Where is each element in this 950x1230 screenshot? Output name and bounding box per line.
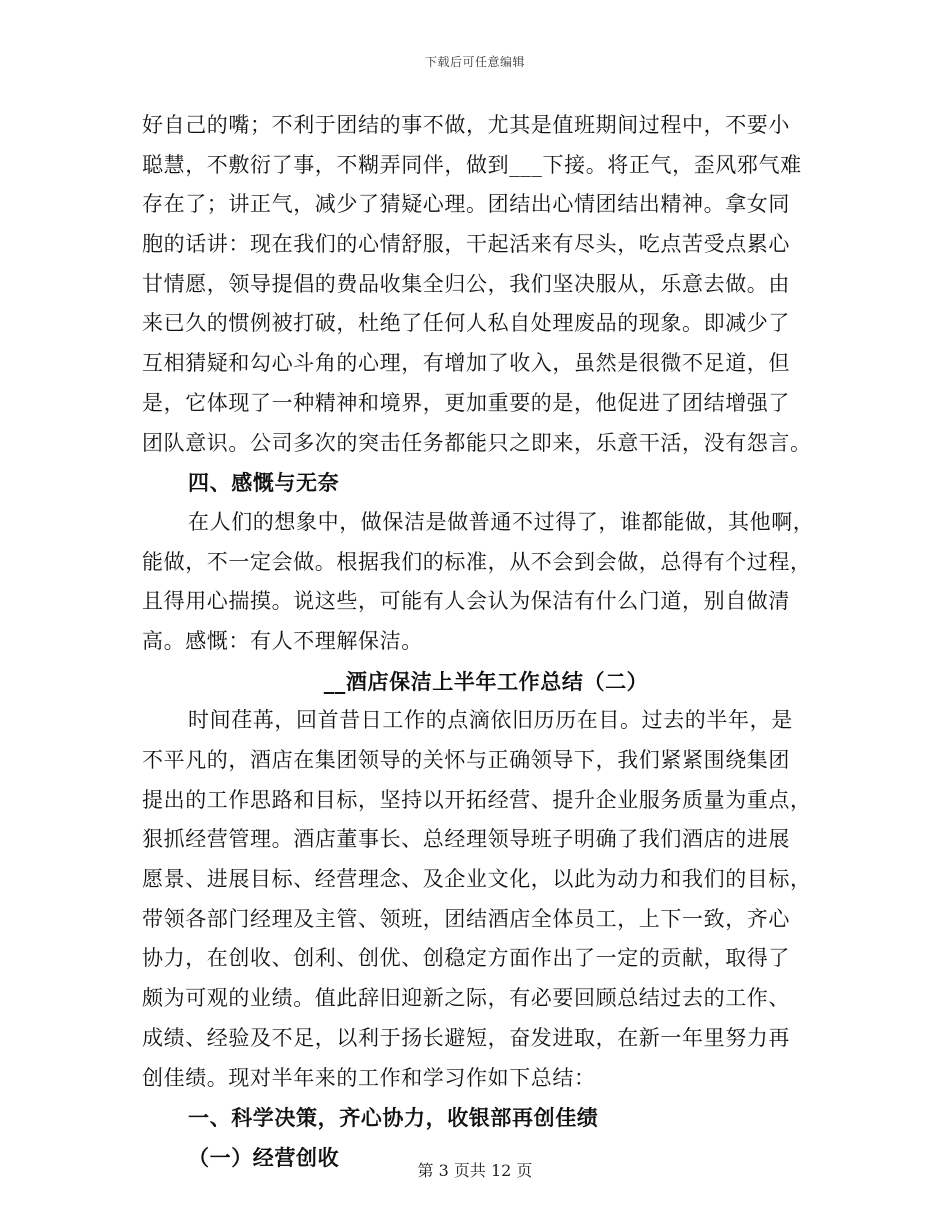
section-heading: 四、感慨与无奈	[188, 470, 340, 496]
paragraph-line: 提出的工作思路和目标，坚持以开拓经营、提升企业服务质量为重点，	[142, 787, 812, 812]
paragraph-line: 带领各部门经理及主管、领班，团结酒店全体员工，上下一致，齐心	[142, 906, 790, 931]
page-footer: 第 3 页共 12 页	[417, 1161, 533, 1180]
subsection-heading: （一）经营创收	[188, 1144, 340, 1170]
page-header: 下载后可任意编辑	[424, 55, 525, 69]
paragraph-line: 胞的话讲：现在我们的心情舒服，干起活来有尽头，吃点苦受点累心	[142, 232, 790, 257]
paragraph-line: 好自己的嘴；不利于团结的事不做，尤其是值班期间过程中，不要小	[142, 113, 790, 137]
paragraph-line: 互相猜疑和勾心斗角的心理，有增加了收入，虽然是很微不足道，但	[142, 351, 790, 376]
document-body	[142, 106, 815, 1178]
paragraph-line: 时间荏苒，回首昔日工作的点滴依旧历历在目。过去的半年，是	[188, 708, 793, 733]
paragraph-line: 不平凡的，酒店在集团领导的关怀与正确领导下，我们紧紧围绕集团	[142, 748, 790, 772]
paragraph-line: 在人们的想象中，做保洁是做普通不过得了，谁都能做，其他啊，	[188, 509, 815, 534]
paragraph-line: 存在了；讲正气，减少了猜疑心理。团结出心情团结出精神。拿女同	[142, 192, 790, 217]
paragraph-line: 协力，在创收、创利、创优、创稳定方面作出了一定的贡献，取得了	[142, 946, 790, 971]
paragraph-line: 甘情愿，领导提倡的费品收集全归公，我们坚决服从，乐意去做。由	[142, 271, 790, 296]
section-heading: 一、科学决策，齐心协力，收银部再创佳绩	[188, 1105, 599, 1131]
paragraph-line: 狠抓经营管理。酒店董事长、总经理领导班子明确了我们酒店的进展	[142, 827, 790, 852]
paragraph-line: 来已久的惯例被打破，杜绝了任何人私自处理废品的现象。即减少了	[142, 311, 790, 336]
document-title: __酒店保洁上半年工作总结（二）	[323, 668, 649, 694]
paragraph-line: 能做，不一定会做。根据我们的标准，从不会到会做，总得有个过程，	[142, 549, 812, 574]
paragraph-line: 团队意识。公司多次的突击任务都能只之即来，乐意干活，没有怨言。	[142, 430, 812, 455]
paragraph-line: 颇为可观的业绩。值此辞旧迎新之际，有必要回顾总结过去的工作、	[142, 986, 790, 1011]
paragraph-line: 且得用心揣摸。说这些，可能有人会认为保洁有什么门道，别自做清	[142, 589, 790, 614]
paragraph-line: 愿景、进展目标、经营理念、及企业文化，以此为动力和我们的目标，	[142, 867, 812, 892]
paragraph-line: 创佳绩。现对半年来的工作和学习作如下总结：	[142, 1065, 596, 1090]
paragraph-line: 高。感慨：有人不理解保洁。	[142, 628, 423, 653]
paragraph-line: 成绩、经验及不足，以利于扬长避短，奋发进取，在新一年里努力再	[142, 1025, 790, 1050]
paragraph-line: 聪慧，不敷衍了事，不糊弄同伴，做到___下接。将正气，歪风邪气难	[142, 152, 802, 177]
paragraph-line: 是，它体现了一种精神和境界，更加重要的是，他促进了团结增强了	[142, 390, 790, 415]
